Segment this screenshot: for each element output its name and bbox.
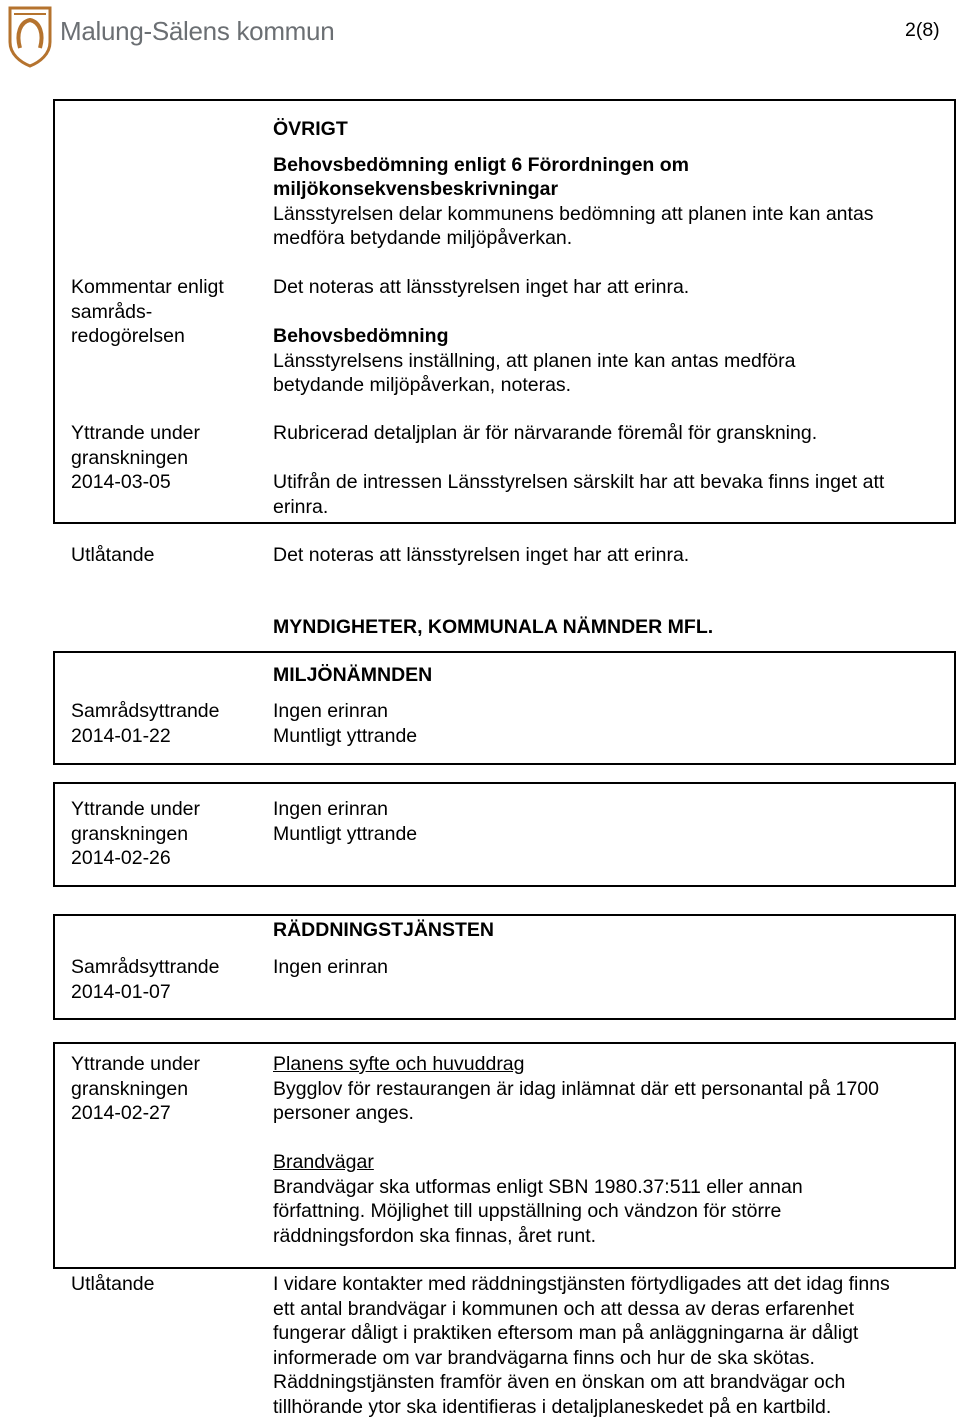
samrad-label-line: Samrådsyttrande xyxy=(71,956,220,978)
yttrande-body xyxy=(273,421,948,519)
utlatande-text-line: fungerar dåligt i praktiken eftersom man på anläggningarna är dåligt xyxy=(273,1322,859,1344)
miljo-gransk-body xyxy=(273,797,948,846)
municipality-shield-logo xyxy=(6,4,54,68)
yttrande-text-1: Rubricerad detaljplan är för närvarande föremål för granskning. xyxy=(273,422,818,444)
raddning-utlatande-body xyxy=(273,1272,948,1419)
syfte-text-1: Bygglov för restaurangen är idag inlämnat där ett personantal på 1700 xyxy=(273,1077,879,1100)
lansstyrelsen-text-2: medföra betydande miljöpåverkan. xyxy=(273,227,573,249)
brandvagar-text-1: Brandvägar ska utformas enligt SBN 1980.37:511 eller annan xyxy=(273,1175,803,1198)
kommentar-label-line: samråds- xyxy=(71,300,153,323)
yttrande-text-2: Utifrån de intressen Länsstyrelsen särskilt har att bevaka finns inget att xyxy=(273,471,885,493)
utlatande-text-line: tillhörande ytor ska identifieras i detaljplaneskedet på en kartbild. xyxy=(273,1395,832,1418)
samrad-date: 2014-01-07 xyxy=(71,980,171,1003)
behovsbedomning-title-1: Behovsbedömning enligt 6 Förordningen om xyxy=(273,153,690,176)
raddning-gransk-body xyxy=(273,1052,948,1248)
yttrande-label-line: Yttrande under xyxy=(71,422,201,444)
ovrigt-heading: ÖVRIGT xyxy=(273,118,348,140)
utlatande-text-line: Räddningstjänsten framför även en önskan om att brandvägar och xyxy=(273,1371,846,1393)
lansstyrelsen-text-1: Länsstyrelsen delar kommunens bedömning att planen inte kan antas xyxy=(273,202,874,225)
behovsbedomning-heading: Behovsbedömning xyxy=(273,325,449,347)
gransk-label-line: granskningen xyxy=(71,822,189,845)
gransk-text: Muntligt yttrande xyxy=(273,822,418,845)
utlatande-text: Det noteras att länsstyrelsen inget har att erinra. xyxy=(273,544,690,566)
syfte-text-2: personer anges. xyxy=(273,1102,414,1124)
miljonamnden-heading: MILJÖNÄMNDEN xyxy=(273,664,433,686)
utlatande-label: Utlåtande xyxy=(71,544,155,566)
planens-syfte-heading: Planens syfte och huvuddrag xyxy=(273,1053,525,1075)
samrad-label-line: Samrådsyttrande xyxy=(71,700,220,722)
page-number: 2(8) xyxy=(905,19,940,41)
raddning-samrad-label xyxy=(71,955,261,1004)
kommentar-label xyxy=(71,275,261,349)
miljo-samrad-label xyxy=(71,699,261,748)
brandvagar-heading: Brandvägar xyxy=(273,1151,374,1173)
raddning-samrad-body: Ingen erinran xyxy=(273,956,388,978)
samrad-date: 2014-01-22 xyxy=(71,724,171,747)
gransk-label-line: Yttrande under xyxy=(71,1053,201,1075)
gransk-date: 2014-02-26 xyxy=(71,847,171,869)
behovsbedomning-title-2: miljökonsekvensbeskrivningar xyxy=(273,178,559,200)
brandvagar-text-3: räddningsfordon ska finnas, året runt. xyxy=(273,1224,597,1247)
utlatande-text-line: I vidare kontakter med räddningstjänsten förtydligades att det idag finns xyxy=(273,1273,890,1295)
yttrande-label-line: granskningen xyxy=(71,446,189,469)
behovsbedomning-text-1: Länsstyrelsens inställning, att planen inte kan antas medföra xyxy=(273,349,796,372)
samrad-text: Muntligt yttrande xyxy=(273,724,418,747)
raddning-utlatande-label: Utlåtande xyxy=(71,1273,155,1295)
raddningstjansten-heading: RÄDDNINGSTJÄNSTEN xyxy=(273,919,495,941)
utlatande-text-line: informerade om var brandvägarna finns och hur de ska skötas. xyxy=(273,1346,815,1369)
ovrigt-section xyxy=(273,117,948,251)
gransk-date: 2014-02-27 xyxy=(71,1102,171,1124)
behovsbedomning-text-2: betydande miljöpåverkan, noteras. xyxy=(273,374,572,396)
gransk-label-line: granskningen xyxy=(71,1077,189,1100)
raddning-gransk-label xyxy=(71,1052,261,1126)
brandvagar-text-2: författning. Möjlighet till uppställning och vändzon för större xyxy=(273,1200,782,1222)
myndigheter-heading: MYNDIGHETER, KOMMUNALA NÄMNDER MFL. xyxy=(273,616,714,638)
kommentar-text: Det noteras att länsstyrelsen inget har att erinra. xyxy=(273,276,690,298)
gransk-text: Ingen erinran xyxy=(273,798,388,820)
yttrande-label xyxy=(71,421,261,495)
utlatande-text-line: ett antal brandvägar i kommunen och att dessa av deras erfarenhet xyxy=(273,1297,855,1320)
miljo-samrad-body xyxy=(273,699,948,748)
samrad-text: Ingen erinran xyxy=(273,700,388,722)
miljo-gransk-label xyxy=(71,797,261,871)
kommentar-label-line: Kommentar enligt xyxy=(71,276,224,298)
kommentar-label-line: redogörelsen xyxy=(71,325,185,347)
municipality-name: Malung-Sälens kommun xyxy=(60,16,335,46)
gransk-label-line: Yttrande under xyxy=(71,798,201,820)
yttrande-text-3: erinra. xyxy=(273,495,329,518)
kommentar-body xyxy=(273,275,948,398)
yttrande-date: 2014-03-05 xyxy=(71,471,171,493)
